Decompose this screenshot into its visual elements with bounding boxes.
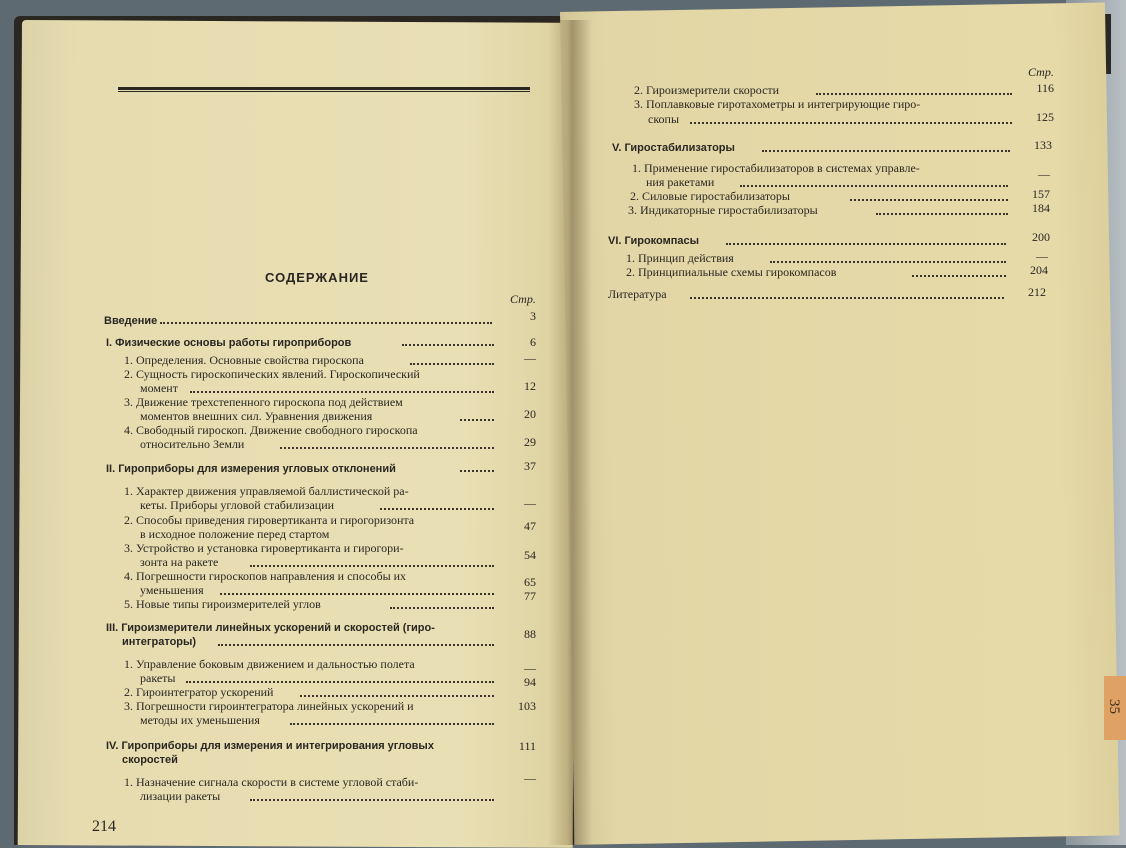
toc-entry: 2. Гироинтегратор ускорений [124, 685, 274, 699]
toc-page: 37 [524, 459, 536, 473]
toc-entry: 2. Сущность гироскопических явлений. Гироскопический [124, 367, 420, 381]
toc-chapter: I. Физические основы работы гироприборов [106, 337, 352, 349]
leader-dots [280, 447, 494, 449]
toc-entry: скопы [648, 112, 680, 126]
toc-entry: зонта на ракете [140, 555, 219, 569]
library-tag [1104, 676, 1126, 740]
toc-entry: 1. Принцип действия [626, 251, 734, 265]
leader-dots [250, 799, 494, 801]
toc-entry: 2. Способы приведения гировертиканта и гирогоризонта [124, 513, 415, 527]
toc-entry: ракеты [140, 671, 176, 685]
toc-page: 77 [524, 589, 536, 603]
leader-dots [690, 297, 1004, 299]
leader-dots [460, 419, 494, 421]
toc-page: 133 [1034, 138, 1052, 152]
leader-dots [876, 213, 1008, 215]
toc-entry: 4. Погрешности гироскопов направления и способы их [124, 569, 407, 583]
toc-entry: 1. Характер движения управляемой баллистической ра- [124, 484, 409, 498]
leader-dots [816, 93, 1012, 95]
toc-page: — [1038, 167, 1050, 181]
leader-dots [460, 470, 494, 472]
toc-page: — [524, 661, 536, 675]
toc-page: 29 [524, 435, 536, 449]
leader-dots [410, 363, 494, 365]
right-column-header: Стр. [1028, 65, 1054, 79]
toc-page: 157 [1032, 187, 1050, 201]
leader-dots [250, 565, 494, 567]
toc-page: 3 [530, 309, 536, 323]
toc-page: 200 [1032, 230, 1050, 244]
toc-page: 184 [1032, 201, 1050, 215]
toc-entry: 4. Свободный гироскоп. Движение свободного гироскопа [124, 423, 418, 437]
header-rule [118, 87, 530, 90]
leader-dots [186, 681, 494, 683]
toc-page: 204 [1030, 263, 1048, 277]
toc-page: 116 [1036, 81, 1054, 95]
toc-entry: момент [140, 381, 178, 395]
toc-chapter: интеграторы) [122, 636, 197, 648]
toc-entry: кеты. Приборы угловой стабилизации [140, 498, 335, 512]
toc-page: 12 [524, 379, 536, 393]
toc-page: — [524, 771, 536, 785]
toc-entry: 2. Принципиальные схемы гирокомпасов [626, 265, 837, 279]
toc-page: 103 [518, 699, 536, 713]
toc-entry: 1. Управление боковым движением и дальностью полета [124, 657, 415, 671]
toc-chapter: IV. Гироприборы для измерения и интегрирования угловых [106, 740, 434, 752]
toc-entry: ния ракетами [646, 175, 715, 189]
toc-entry: 3. Устройство и установка гировертиканта и гирогори- [124, 541, 404, 555]
toc-page: 94 [524, 675, 536, 689]
toc-entry: 3. Поплавковые гиротахометры и интегрирующие гиро- [634, 97, 921, 111]
toc-entry: 3. Погрешности гироинтегратора линейных ускорений и [124, 699, 414, 713]
toc-page: 54 [524, 548, 536, 562]
toc-entry: 2. Гироизмерители скорости [634, 83, 780, 97]
toc-entry: относительно Земли [140, 437, 245, 451]
toc-page: — [524, 351, 536, 365]
header-rule-thin [118, 91, 530, 92]
leader-dots [402, 344, 494, 346]
page-title: СОДЕРЖАНИЕ [265, 270, 369, 285]
toc-entry: в исходное положение перед стартом [140, 527, 330, 541]
toc-page: — [1036, 249, 1048, 263]
toc-chapter: III. Гироизмерители линейных ускорений и скоростей (гиро- [106, 622, 435, 634]
toc-entry: моментов внешних сил. Уравнения движения [140, 409, 373, 423]
toc-page: 47 [524, 519, 536, 533]
leader-dots [912, 275, 1006, 277]
leader-dots [160, 322, 492, 324]
leader-dots [740, 185, 1008, 187]
toc-entry: 1. Назначение сигнала скорости в системе угловой стаби- [124, 775, 419, 789]
leader-dots [850, 199, 1008, 201]
toc-page: — [524, 496, 536, 510]
page-number: 214 [92, 818, 116, 835]
toc-entry: 2. Силовые гиростабилизаторы [630, 189, 790, 203]
toc-entry: 1. Применение гиростабилизаторов в системах управле- [632, 161, 920, 175]
toc-chapter: II. Гироприборы для измерения угловых отклонений [106, 463, 396, 475]
leader-dots [300, 695, 494, 697]
leader-dots [726, 243, 1006, 245]
leader-dots [390, 607, 494, 609]
leader-dots [220, 593, 494, 595]
toc-entry: 3. Движение трехстепенного гироскопа под действием [124, 395, 403, 409]
toc-page: 20 [524, 407, 536, 421]
toc-entry: Литература [608, 287, 667, 301]
toc-entry: методы их уменьшения [140, 713, 260, 727]
toc-chapter: V. Гиростабилизаторы [612, 142, 735, 154]
toc-entry: лизации ракеты [140, 789, 221, 803]
toc-entry: Введение [104, 315, 158, 327]
left-column-header: Стр. [510, 292, 536, 306]
leader-dots [762, 150, 1010, 152]
toc-page: 125 [1036, 110, 1054, 124]
leader-dots [218, 644, 494, 646]
leader-dots [290, 723, 494, 725]
toc-entry: уменьшения [140, 583, 204, 597]
toc-chapter: скоростей [122, 754, 178, 766]
tag-label: 35 [1106, 699, 1122, 714]
toc-page: 212 [1028, 285, 1046, 299]
toc-entry: 3. Индикаторные гиростабилизаторы [628, 203, 818, 217]
leader-dots [690, 122, 1012, 124]
toc-page: 6 [530, 335, 536, 349]
toc-entry: 1. Определения. Основные свойства гироскопа [124, 353, 364, 367]
toc-chapter: VI. Гирокомпасы [608, 235, 700, 247]
leader-dots [770, 261, 1006, 263]
toc-page: 111 [518, 739, 536, 753]
right-page [560, 2, 1119, 844]
toc-page: 88 [524, 627, 536, 641]
leader-dots [380, 508, 494, 510]
leader-dots [190, 391, 494, 393]
toc-page: 65 [524, 575, 536, 589]
toc-entry: 5. Новые типы гироизмерителей углов [124, 597, 321, 611]
